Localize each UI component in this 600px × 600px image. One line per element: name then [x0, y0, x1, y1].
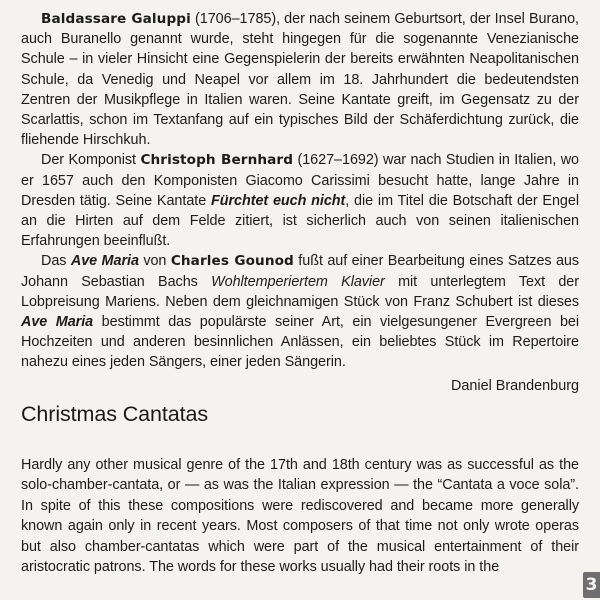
- paragraph-bernhard-text-2: , die im Titel die Botschaft der Engel an die Hirten auf dem Felde zitiert, ist sicherlich auch von seinen italienischen Erfahrungen beeinflußt.: [21, 192, 579, 250]
- section-heading: Christmas Cantatas: [21, 402, 208, 426]
- paragraph-gounod-text-2: mit unterlegtem Text der Lobpreisung Mariens. Neben dem gleichnamigen Stück von Franz Schubert ist dieses: [21, 273, 579, 310]
- german-text-block: [21, 9, 579, 396]
- paragraph-gounod-text-1: fußt auf einer Bearbeitung eines Satzes aus Johann Sebastian Bachs: [21, 253, 580, 290]
- paragraph-galuppi-text: (1706–1785), der nach seinem Geburtsort, der Insel Burano, auch Buranello genannt wurde, steht hingegen für die sogenannte Venezianische Schule – in vieler Hinsicht eine Gegenspielerin der bereits erwähnten Neapolitanischen Schule, da Venedig und Neapel vor allem im 18. Jahrhundert die bedeutendsten Zentren der Musikpflege in Italien waren. Seine Kantate greift, im Gegensatz zu der Scarlattis, schon im Textanfang auf ein typisches Bild der Schäferdichtung zurück, die fliehende Hirschkuh.: [21, 11, 580, 149]
- author-signature: Daniel Brandenburg: [450, 377, 579, 394]
- composer-name-bernhard: Christoph Bernhard: [140, 152, 294, 169]
- paragraph-galuppi: [21, 9, 579, 150]
- paragraph-gounod-text-3: bestimmt das populärste seiner Art, ein vielgesungener Evergreen bei Hochzeiten und anderen besinnlichen Anlässen, ein beliebtes Stück im Repertoire nahezu eines jeden Sängers, einer jeden Sängerin.: [21, 314, 579, 371]
- paragraph-bernhard-text-1: (1627–1692) war nach Studien in Italien, wo er 1657 auch den Komponisten Giacomo Carissimi besucht hatte, lange Jahre in Dresden tätig. Seine Kantate: [21, 152, 579, 209]
- composer-name-gounod: Charles Gounod: [170, 253, 294, 270]
- paragraph-english: Hardly any other musical genre of the 17th and 18th century was as successful as the solo-chamber-cantata, or — as was the Italian expression — the “Cantata a voce sola”. In spite of this these compositions were rediscovered and became more generally known again only in recent years. Most composers of that time not only wrote operas but also chamber-cantatas which were part of the musical entertainment of their aristocratic patrons. The words for these works usually had their roots in the: [21, 457, 579, 576]
- paragraph-gounod-intro: Das: [41, 253, 71, 270]
- page-number-badge: 3: [583, 572, 600, 598]
- paragraph-gounod: [21, 251, 579, 372]
- paragraph-bernhard: [21, 150, 579, 251]
- work-title-klavier: Wohltemperiertem Klavier: [211, 273, 385, 290]
- work-title-fuerchtet: Fürchtet euch nicht: [211, 192, 346, 209]
- english-text-block: [21, 455, 579, 577]
- paragraph-gounod-mid: von: [138, 253, 171, 270]
- work-title-ave-maria-2: Ave Maria: [21, 314, 94, 331]
- work-title-ave-maria: Ave Maria: [70, 253, 139, 270]
- composer-name-galuppi: Baldassare Galuppi: [41, 11, 191, 27]
- paragraph-bernhard-intro: Der Komponist: [41, 152, 141, 169]
